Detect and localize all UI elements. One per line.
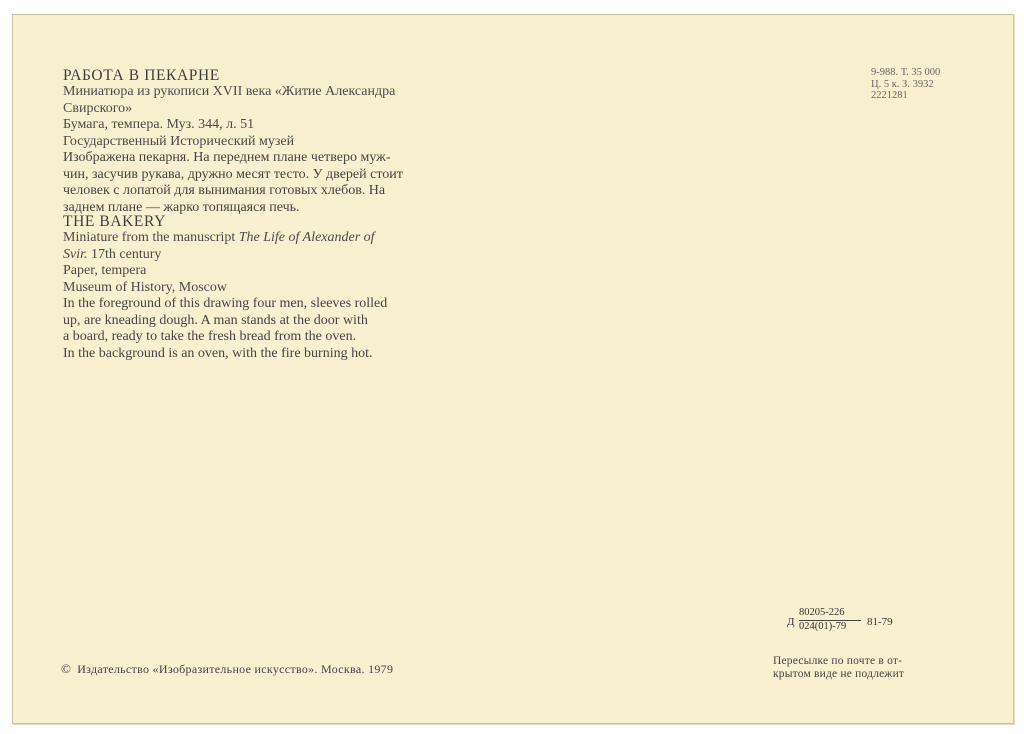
index-denominator: 024(01)-79 [799,621,847,632]
english-source-line-cont [63,247,443,264]
mail-note [773,655,953,681]
russian-caption [63,67,443,150]
mail-note-line: Пересылке по почте в от- [773,655,903,667]
english-description-line: In the background is an oven, with the fire burning hot. [63,345,373,361]
index-prefix: Д [787,616,795,628]
russian-description-line: человек с лопатой для вынимания готовых хлебов. На [63,183,386,198]
print-code-line: 2221281 [871,90,908,101]
index-suffix: 81-79 [867,616,893,628]
english-description [63,296,443,362]
russian-source-line: Миниатюра из рукописи XVII века «Житие Александра [63,84,396,99]
copyright-icon: © [61,661,72,676]
english-description-line: a board, ready to take the fresh bread from the oven. [63,329,357,344]
russian-title: РАБОТА В ПЕКАРНЕ [63,67,220,84]
english-manuscript-title: The Life of Alexander of [238,230,375,245]
russian-description-line: заднем плане — жарко топящаяся печь. [63,199,300,215]
publisher-line [61,661,393,677]
english-description-line: In the foreground of this drawing four men, sleeves rolled [63,296,388,311]
russian-source-line-cont: Свирского» [63,100,133,116]
russian-description-line: Изображена пекарня. На переднем плане четверо муж- [63,150,391,165]
english-medium: Paper, tempera [63,263,147,278]
index-numerator: 80205-226 [799,607,861,621]
mail-note-line: крытом виде не подлежит [773,668,905,680]
index-fraction [799,607,861,633]
russian-medium: Бумага, темпера. Муз. 344, л. 51 [63,117,255,132]
english-source-line [63,230,443,247]
postcard-back [12,14,1014,724]
russian-museum: Государственный Исторический музей [63,133,295,149]
russian-description-line: чин, засучив рукава, дружно месят тесто. У дверей стоит [63,166,403,182]
english-manuscript-title-cont: Svir. [63,246,88,262]
english-caption [63,213,443,296]
russian-description [63,150,443,216]
english-description-line: up, are kneading dough. A man stands at the door with [63,312,368,328]
print-code-line: Ц. 5 к. З. 3932 [871,78,934,90]
english-title: THE BAKERY [63,213,166,230]
english-source-prefix: Miniature from the manuscript [63,230,239,245]
print-codes [871,67,981,102]
english-museum: Museum of History, Moscow [63,279,227,295]
english-century: 17th century [87,246,162,262]
print-code-line: 9-988. Т. 35 000 [871,67,941,78]
publisher-text: Издательство «Изобразительное искусство». Москва. 1979 [77,662,394,676]
